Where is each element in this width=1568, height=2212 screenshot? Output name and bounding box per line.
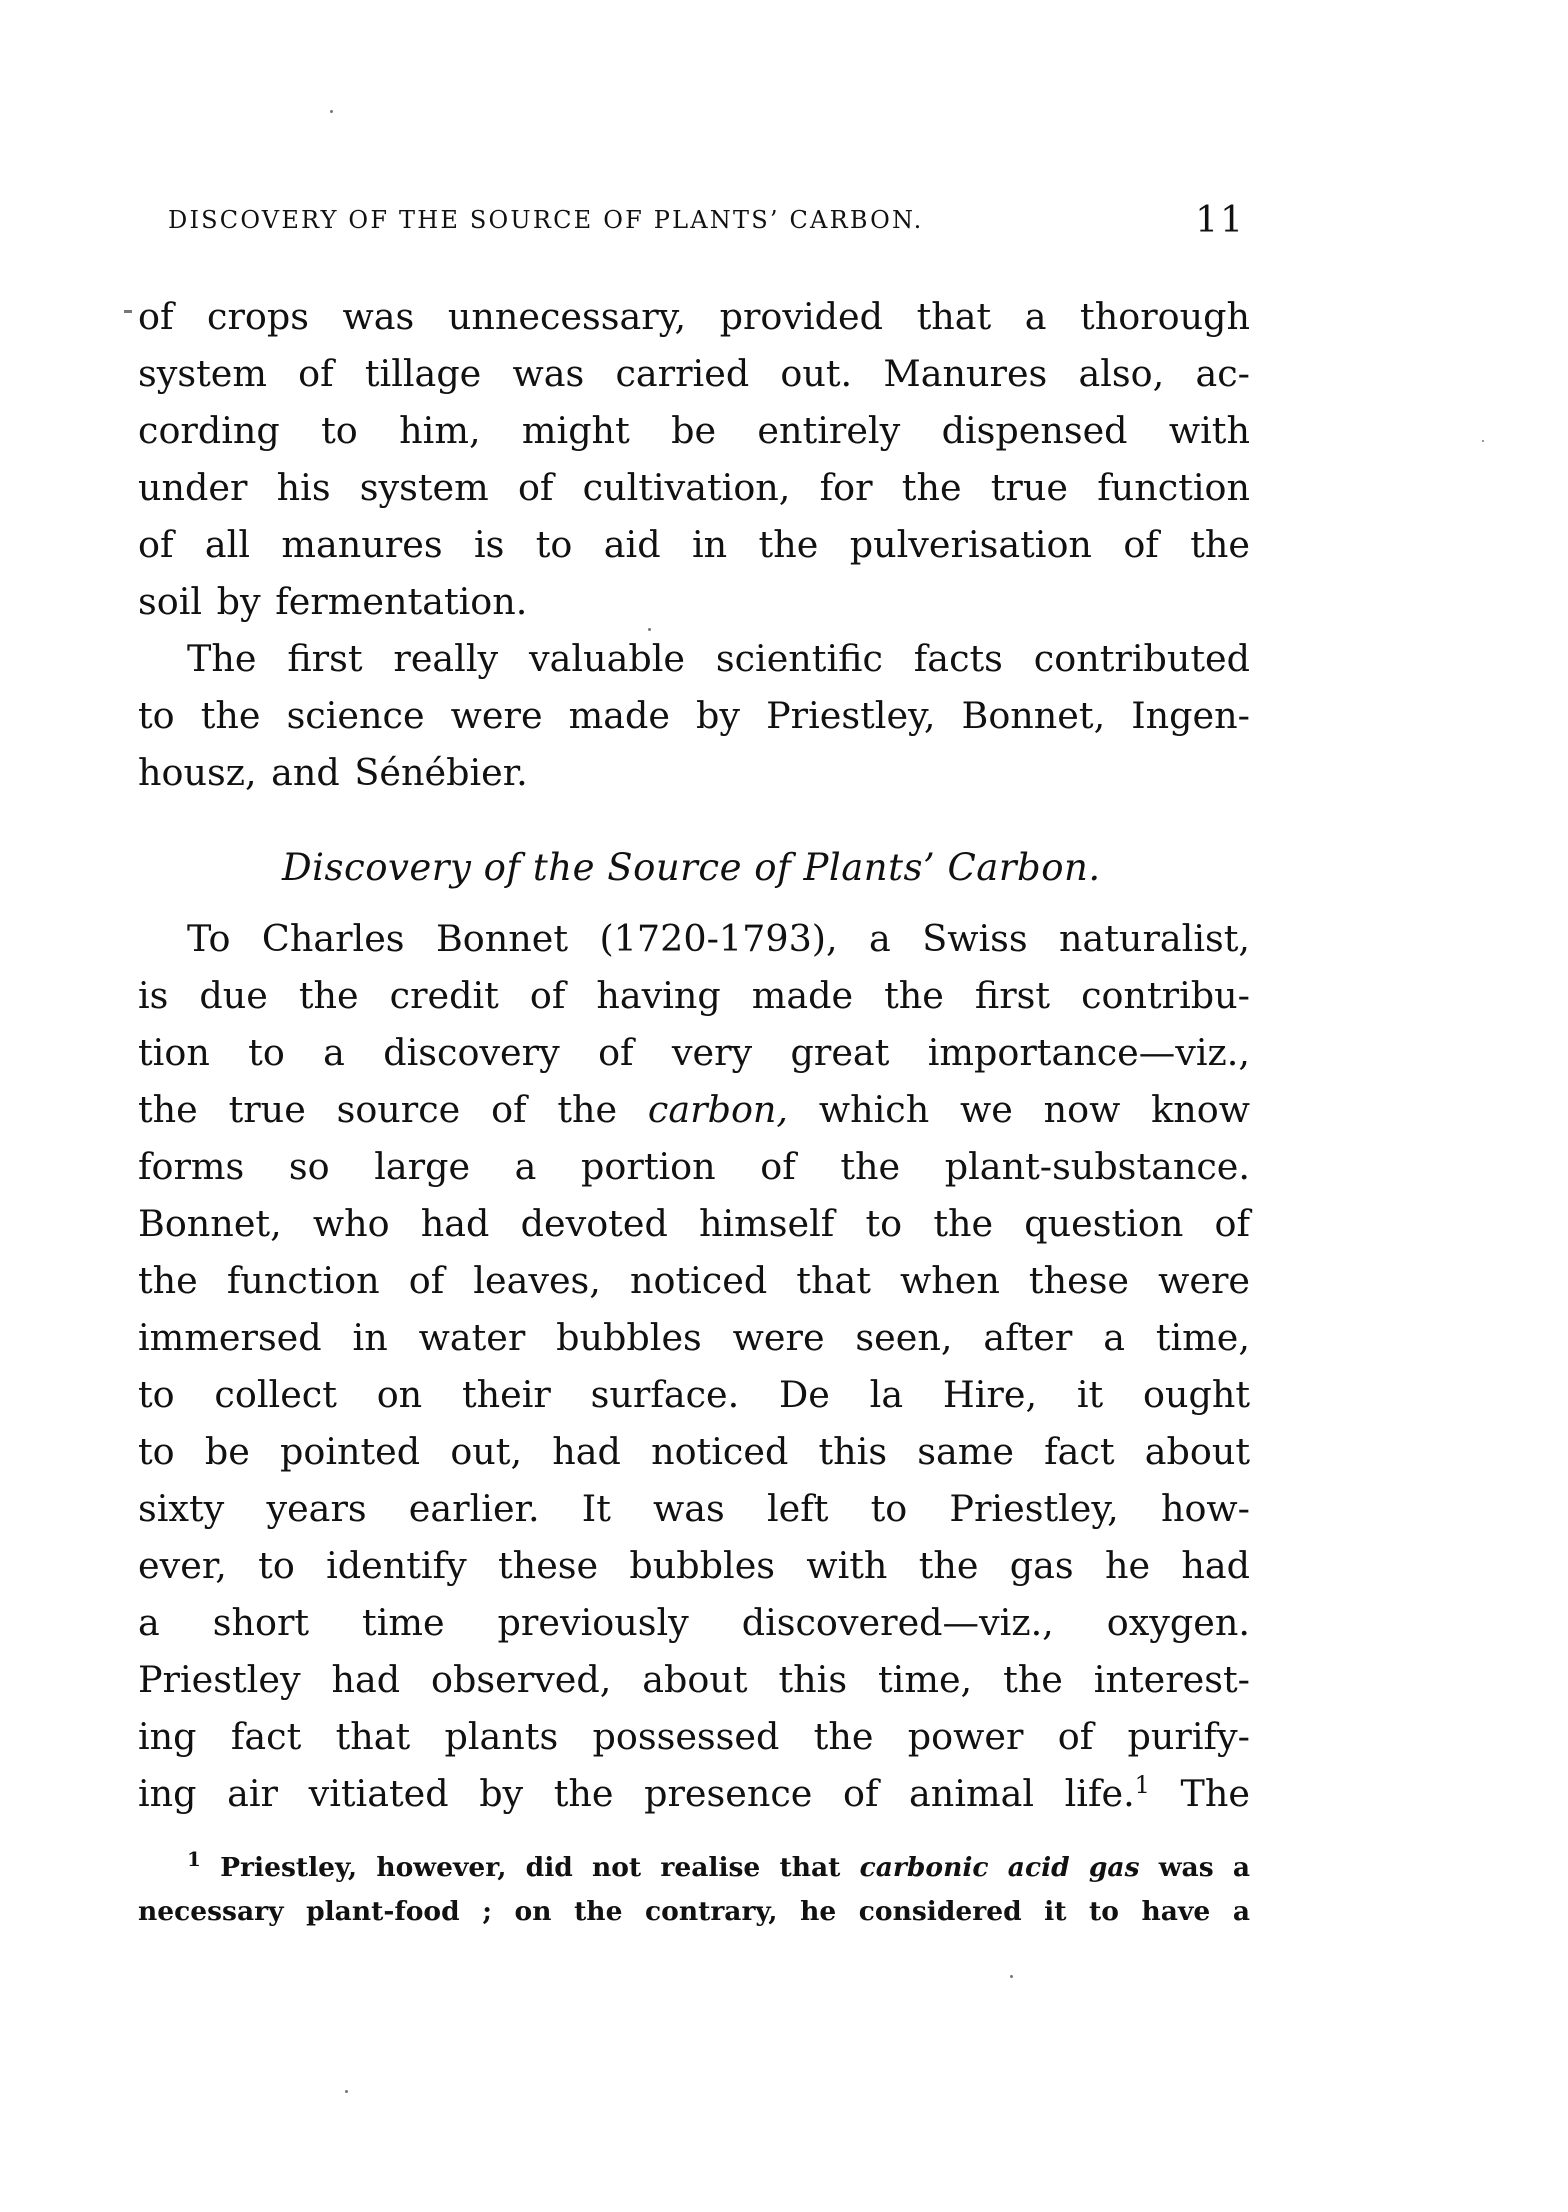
footnote-line: necessary plant-food ; on the contrary, he considered it to have a xyxy=(138,1896,1250,1927)
paragraph-3-line: Priestley had observed, about this time, the interest- xyxy=(138,1658,1250,1701)
paragraph-3-line xyxy=(138,1081,1250,1138)
paragraph-1-line: soil by fermentation. xyxy=(138,580,528,623)
paragraph-1-line: of all manures is to aid in the pulverisation of the xyxy=(138,523,1250,566)
paragraph-3-line: forms so large a portion of the plant-substance. xyxy=(138,1145,1250,1188)
italic-term-carbon: carbon, xyxy=(647,1088,789,1131)
paragraph-3-line: is due the credit of having made the first contribu- xyxy=(138,974,1250,1017)
paper-speck xyxy=(648,628,651,631)
paragraph-3-line: the function of leaves, noticed that when these were xyxy=(138,1259,1250,1302)
running-head xyxy=(168,200,1253,246)
paragraph-3-line: to collect on their surface. De la Hire, it ought xyxy=(138,1373,1250,1416)
line-text: which we now know xyxy=(788,1088,1250,1131)
paragraph-3-line: immersed in water bubbles were seen, after a time, xyxy=(138,1316,1250,1359)
footnote-reference: 1 xyxy=(1134,1770,1150,1799)
paragraph-3-line xyxy=(138,1765,1250,1822)
footnote-text: Priestley, however, did not realise that xyxy=(200,1852,860,1883)
body-paragraph-main xyxy=(138,910,1250,1822)
line-text: ing air vitiated by the presence of animal life. xyxy=(138,1772,1135,1815)
paragraph-3-line: sixty years earlier. It was left to Priestley, how- xyxy=(138,1487,1250,1530)
paragraph-3-line: a short time previously discovered—viz., oxygen. xyxy=(138,1601,1250,1644)
paragraph-1-line: of crops was unnecessary, provided that a thorough xyxy=(138,295,1250,338)
paragraph-2-line: to the science were made by Priestley, Bonnet, Ingen- xyxy=(138,694,1250,737)
paragraph-3-line: tion to a discovery of very great importance—viz., xyxy=(138,1031,1250,1074)
paragraph-2-line: The first really valuable scientific facts contributed xyxy=(187,637,1250,680)
footnote-text: was a xyxy=(1139,1852,1250,1883)
paragraph-1-line: cording to him, might be entirely dispensed with xyxy=(138,409,1250,452)
paragraph-1-line: system of tillage was carried out. Manures also, ac- xyxy=(138,352,1250,395)
footnote xyxy=(138,1846,1250,1934)
paper-speck xyxy=(124,310,132,313)
paragraph-1-line: under his system of cultivation, for the true function xyxy=(138,466,1250,509)
paragraph-3-line: To Charles Bonnet (1720-1793), a Swiss naturalist, xyxy=(187,917,1250,960)
running-head-title: DISCOVERY OF THE SOURCE OF PLANTS’ CARBON. xyxy=(168,206,924,234)
footnote-marker: 1 xyxy=(187,1847,201,1872)
paper-speck xyxy=(1482,440,1484,442)
paper-speck xyxy=(1010,1975,1013,1978)
line-text: the true source of the xyxy=(138,1088,648,1131)
paragraph-2-line: housz, and Sénébier. xyxy=(138,751,528,794)
page-number: 11 xyxy=(1195,200,1245,241)
paragraph-3-line: ing fact that plants possessed the power of purify- xyxy=(138,1715,1250,1758)
line-text: The xyxy=(1149,1772,1250,1815)
section-heading: Discovery of the Source of Plants’ Carbon. xyxy=(282,846,1101,889)
paragraph-3-line: Bonnet, who had devoted himself to the question of xyxy=(138,1202,1250,1245)
italic-term-carbonic-acid-gas: carbonic acid gas xyxy=(859,1852,1140,1883)
footnote-line xyxy=(138,1846,1250,1890)
body-paragraphs-top xyxy=(138,288,1250,801)
paragraph-3-line: to be pointed out, had noticed this same fact about xyxy=(138,1430,1250,1473)
paragraph-3-line: ever, to identify these bubbles with the gas he had xyxy=(138,1544,1250,1587)
paper-speck xyxy=(345,2090,348,2093)
paper-speck xyxy=(330,110,333,113)
